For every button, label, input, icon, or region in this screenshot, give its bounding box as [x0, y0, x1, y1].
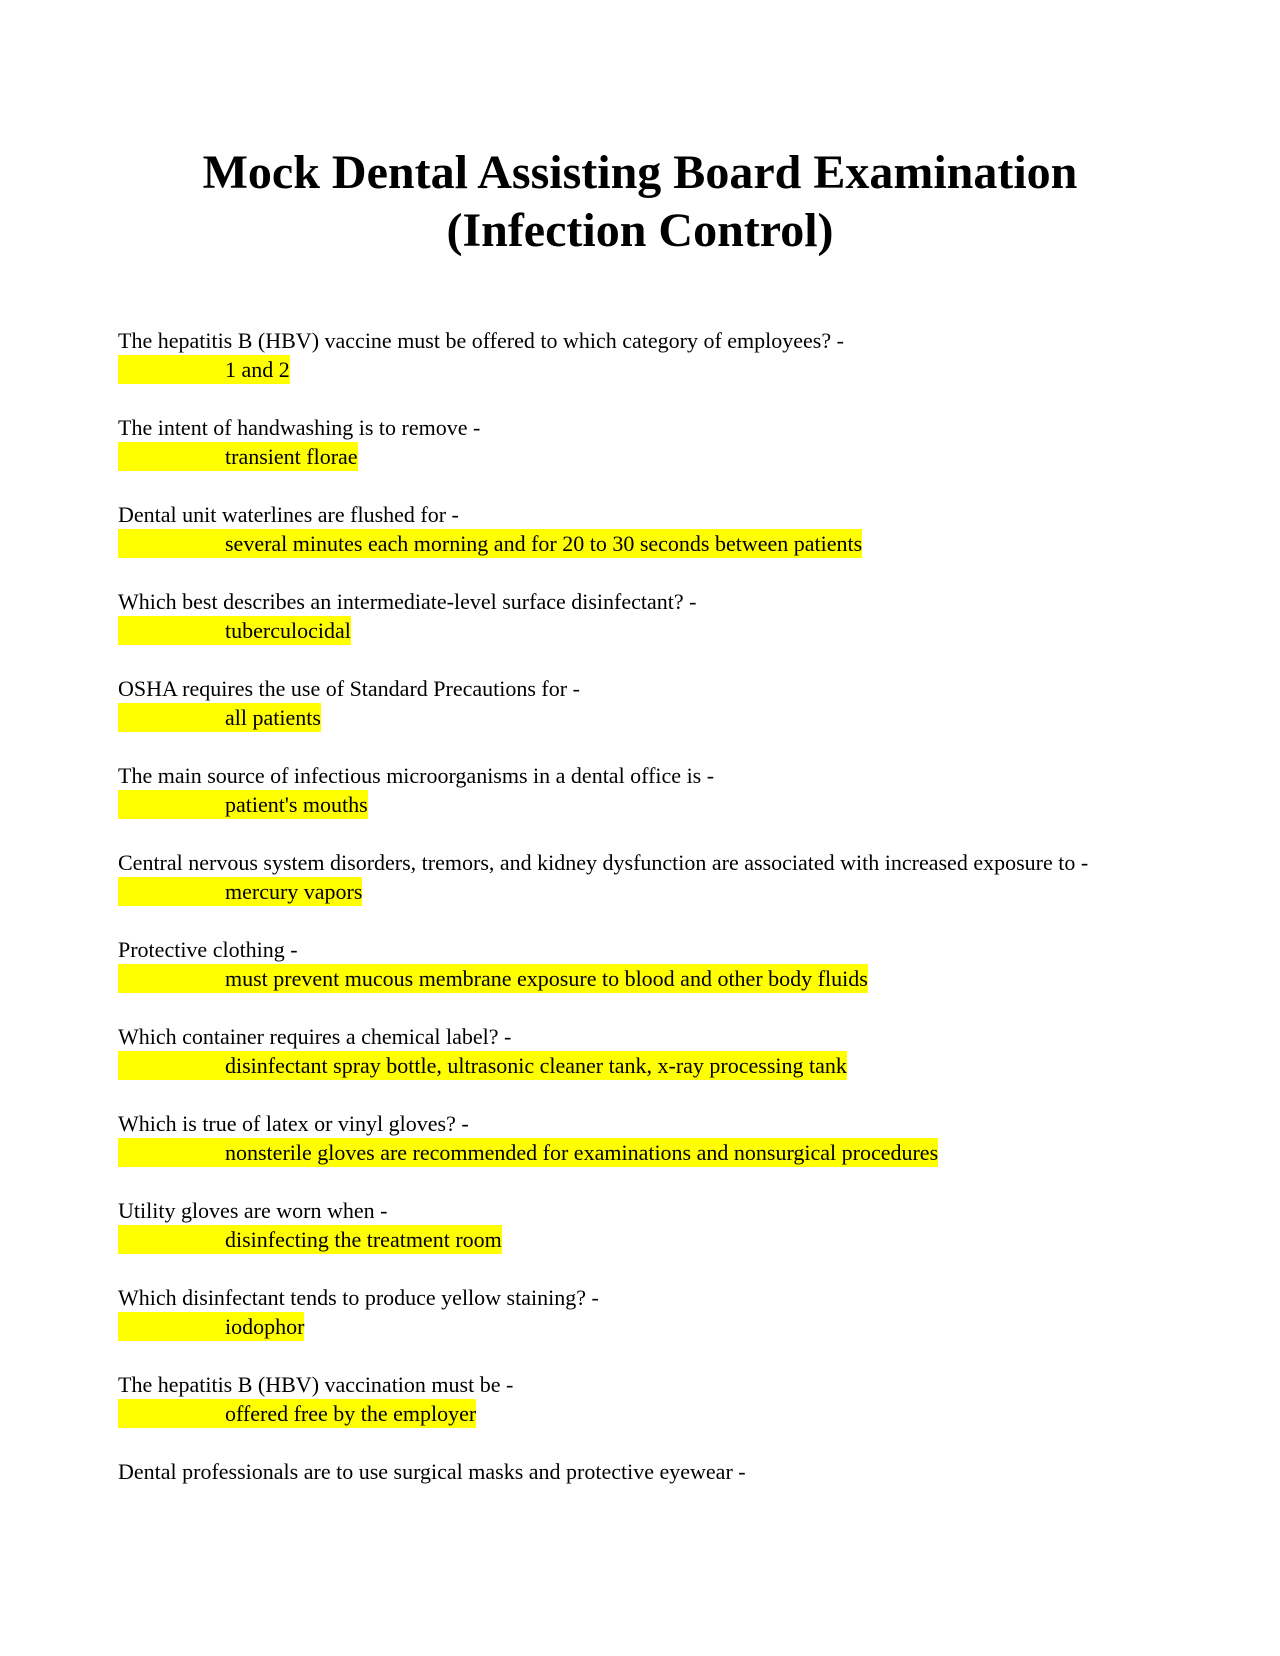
question-text: The intent of handwashing is to remove - [118, 415, 481, 440]
answer-highlight: tuberculocidal [118, 616, 351, 645]
qa-item [118, 1109, 1138, 1167]
title-line-2: (Infection Control) [446, 204, 834, 257]
answer-highlight: disinfectant spray bottle, ultrasonic cleaner tank, x-ray processing tank [118, 1051, 847, 1080]
qa-item [118, 587, 1138, 645]
answer-highlight: must prevent mucous membrane exposure to blood and other body fluids [118, 964, 868, 993]
question-text: The hepatitis B (HBV) vaccination must be - [118, 1372, 514, 1397]
answer-highlight: all patients [118, 703, 321, 732]
answer-highlight: iodophor [118, 1312, 304, 1341]
question-text: Protective clothing - [118, 937, 298, 962]
question-text: Central nervous system disorders, tremors, and kidney dysfunction are associated with increased exposure to - [118, 850, 1089, 875]
answer-highlight: mercury vapors [118, 877, 362, 906]
question-text: Which disinfectant tends to produce yellow staining? - [118, 1285, 599, 1310]
question-text: Which container requires a chemical label? - [118, 1024, 512, 1049]
qa-item [118, 413, 1138, 471]
answer-highlight: 1 and 2 [118, 355, 290, 384]
page-title [0, 144, 1280, 260]
question-text: Utility gloves are worn when - [118, 1198, 388, 1223]
answer-highlight: transient florae [118, 442, 358, 471]
question-text: OSHA requires the use of Standard Precautions for - [118, 676, 580, 701]
qa-item [118, 1022, 1138, 1080]
answer-highlight: disinfecting the treatment room [118, 1225, 502, 1254]
qa-item [118, 1370, 1138, 1428]
question-text: Dental professionals are to use surgical masks and protective eyewear - [118, 1459, 746, 1484]
question-text: Dental unit waterlines are flushed for - [118, 502, 459, 527]
qa-item [118, 848, 1138, 906]
qa-item [118, 1196, 1138, 1254]
qa-item [118, 1283, 1138, 1341]
qa-item [118, 761, 1138, 819]
qa-item [118, 1457, 1138, 1486]
question-text: The hepatitis B (HBV) vaccine must be offered to which category of employees? - [118, 328, 844, 353]
qa-item [118, 326, 1138, 384]
question-text: Which is true of latex or vinyl gloves? - [118, 1111, 469, 1136]
answer-highlight: nonsterile gloves are recommended for examinations and nonsurgical procedures [118, 1138, 938, 1167]
answer-highlight: patient's mouths [118, 790, 368, 819]
qa-item [118, 500, 1138, 558]
title-line-1: Mock Dental Assisting Board Examination [202, 146, 1078, 199]
answer-highlight: offered free by the employer [118, 1399, 476, 1428]
question-text: Which best describes an intermediate-level surface disinfectant? - [118, 589, 697, 614]
question-text: The main source of infectious microorganisms in a dental office is - [118, 763, 715, 788]
qa-item [118, 674, 1138, 732]
qa-item [118, 935, 1138, 993]
question-list [118, 326, 1138, 1515]
answer-highlight: several minutes each morning and for 20 to 30 seconds between patients [118, 529, 862, 558]
